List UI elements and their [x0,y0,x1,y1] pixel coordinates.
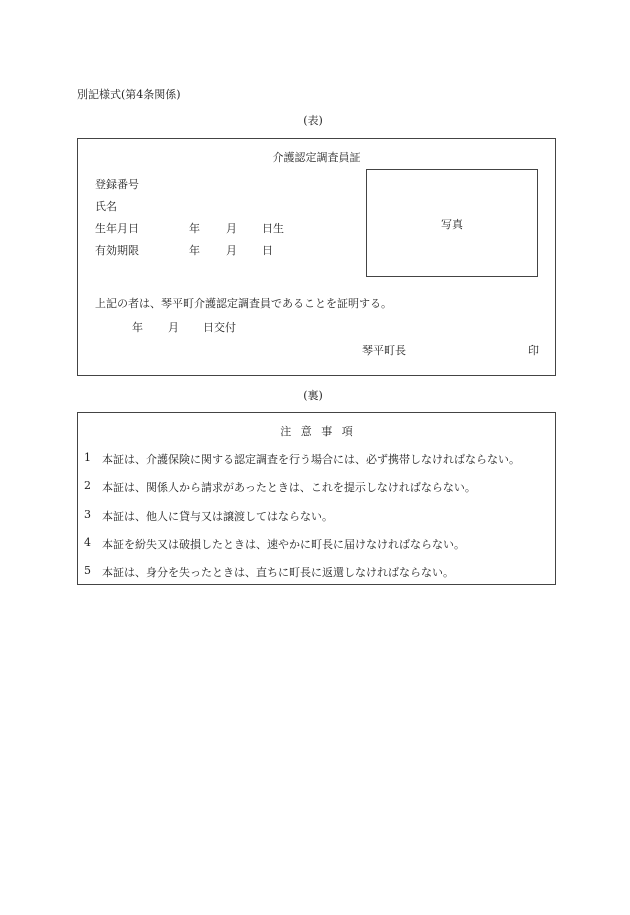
note-text: 本証は、関係人から請求があったときは、これを提示しなければならない。 [102,481,476,494]
note-text: 本証は、介護保険に関する認定調査を行う場合には、必ず携帯しなければならない。 [102,453,520,466]
validity-month-label: 月 [226,244,237,257]
front-card [77,138,556,376]
certification-text: 上記の者は、琴平町介護認定調査員であることを証明する。 [95,297,392,310]
note-text: 本証を紛失又は破損したときは、速やかに町長に届けなければならない。 [102,538,465,551]
registration-number-label: 登録番号 [95,178,139,191]
back-label: (裏) [303,389,323,402]
issue-year-label: 年 [132,321,143,334]
back-card [77,412,556,585]
photo-label: 写真 [441,218,463,231]
birth-date-label: 生年月日 [95,222,139,235]
note-number: 1 [84,451,91,464]
birth-month-label: 月 [226,222,237,235]
note-number: 2 [84,479,91,492]
front-label: (表) [303,114,323,127]
validity-label: 有効期限 [95,244,139,257]
card-title: 介護認定調査員証 [272,151,361,164]
note-number: 5 [84,564,91,577]
seal-mark: 印 [528,344,539,357]
note-text: 本証は、他人に貸与又は譲渡してはならない。 [102,510,333,523]
validity-year-label: 年 [189,244,200,257]
note-text: 本証は、身分を失ったときは、直ちに町長に返還しなければならない。 [102,566,454,579]
validity-day-label: 日 [262,244,273,257]
birth-day-label: 日生 [262,222,284,235]
photo-box [366,169,538,277]
note-number: 3 [84,508,91,521]
birth-year-label: 年 [189,222,200,235]
form-label: 別記様式(第4条関係) [77,88,181,101]
notes-title: 注 意 事 項 [280,425,353,438]
issue-day-label: 日交付 [203,321,236,334]
issuer-label: 琴平町長 [362,344,406,357]
name-label: 氏名 [95,200,117,213]
issue-month-label: 月 [168,321,179,334]
note-number: 4 [84,536,91,549]
